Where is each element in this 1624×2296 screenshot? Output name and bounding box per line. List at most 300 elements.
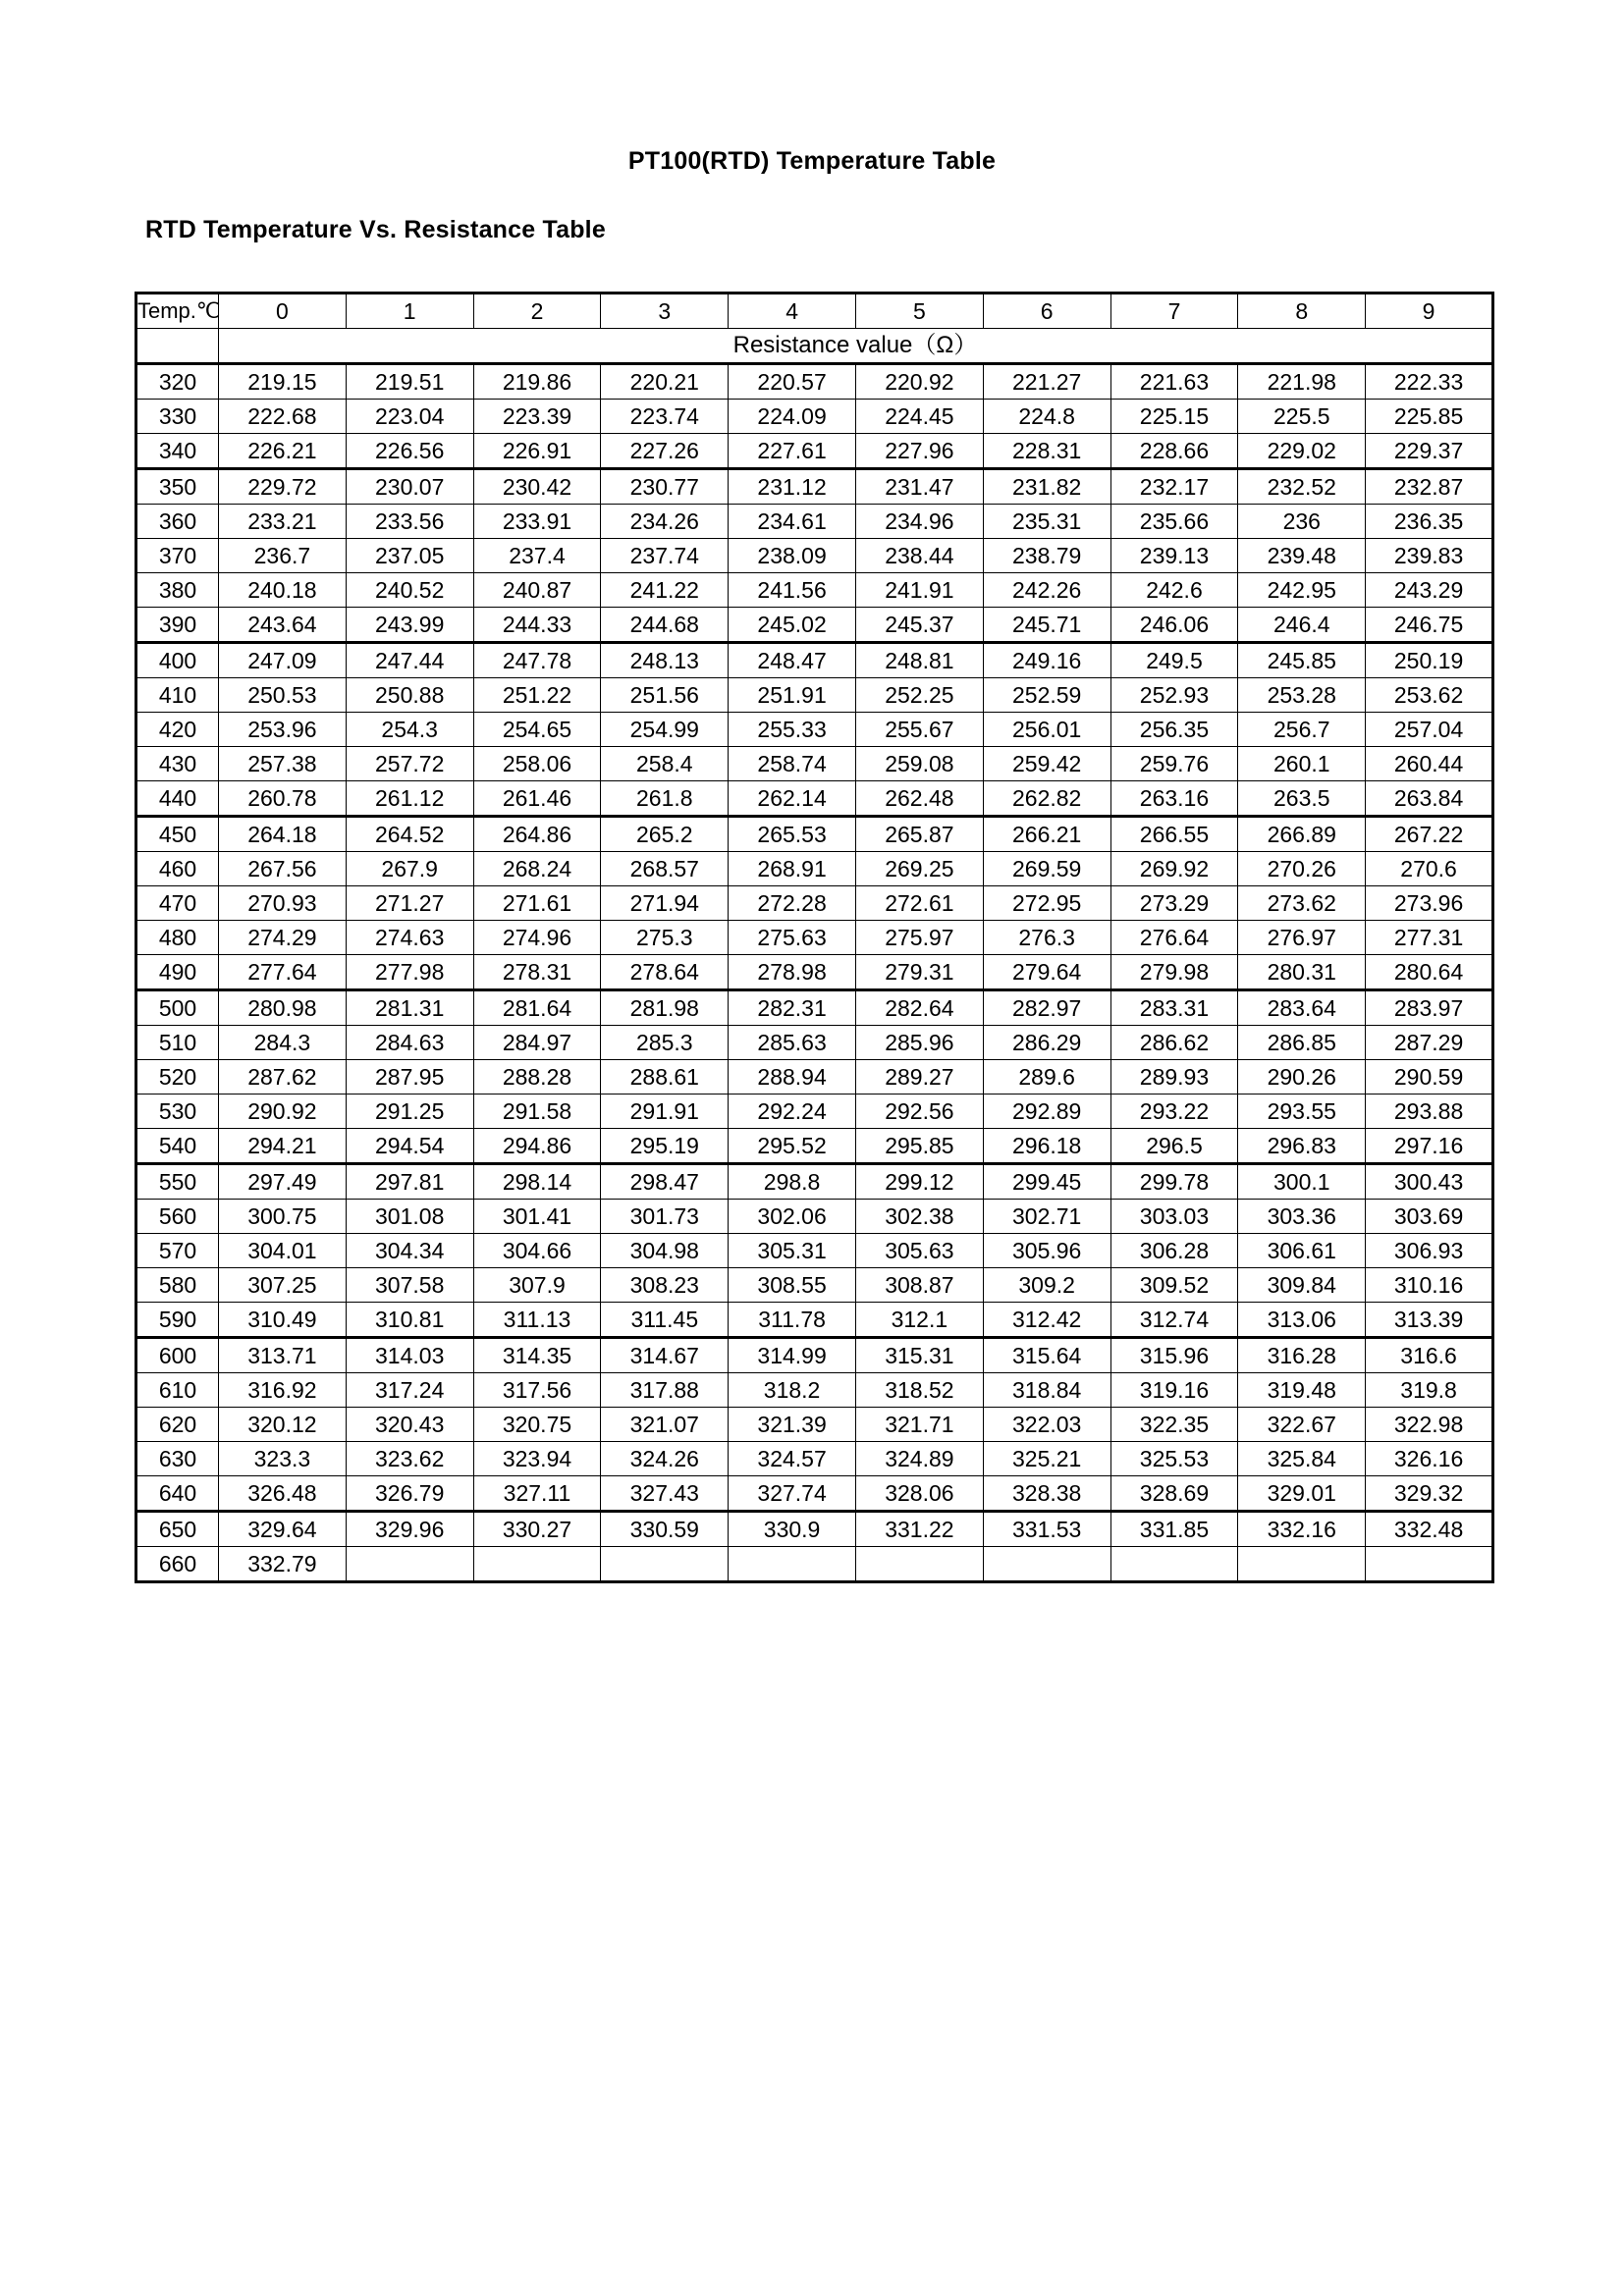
temperature-cell: 390 (136, 608, 219, 643)
resistance-cell: 312.74 (1110, 1303, 1238, 1338)
table-row (136, 1303, 1493, 1338)
resistance-cell: 261.8 (601, 781, 729, 817)
resistance-cell: 262.14 (729, 781, 856, 817)
temperature-cell: 590 (136, 1303, 219, 1338)
resistance-cell: 239.83 (1366, 539, 1493, 573)
resistance-cell: 269.25 (855, 852, 983, 886)
digit-column-header: 3 (601, 294, 729, 329)
resistance-cell: 260.78 (219, 781, 347, 817)
resistance-cell: 275.97 (855, 921, 983, 955)
resistance-cell: 330.59 (601, 1512, 729, 1547)
resistance-cell: 249.5 (1110, 643, 1238, 678)
resistance-cell: 268.24 (473, 852, 601, 886)
resistance-cell: 304.01 (219, 1234, 347, 1268)
resistance-cell: 287.62 (219, 1060, 347, 1095)
resistance-cell: 257.04 (1366, 713, 1493, 747)
temperature-cell: 580 (136, 1268, 219, 1303)
resistance-cell: 277.64 (219, 955, 347, 990)
resistance-cell: 319.16 (1110, 1373, 1238, 1408)
resistance-cell: 278.31 (473, 955, 601, 990)
resistance-cell: 300.1 (1238, 1164, 1366, 1200)
resistance-cell: 247.09 (219, 643, 347, 678)
resistance-cell: 241.22 (601, 573, 729, 608)
resistance-cell: 250.19 (1366, 643, 1493, 678)
resistance-cell: 329.32 (1366, 1476, 1493, 1512)
resistance-cell: 328.69 (1110, 1476, 1238, 1512)
resistance-cell: 279.31 (855, 955, 983, 990)
resistance-cell: 326.48 (219, 1476, 347, 1512)
temperature-cell: 420 (136, 713, 219, 747)
resistance-cell: 240.87 (473, 573, 601, 608)
resistance-cell: 309.84 (1238, 1268, 1366, 1303)
temperature-cell: 320 (136, 364, 219, 400)
resistance-cell: 302.71 (983, 1200, 1110, 1234)
digit-column-header: 9 (1366, 294, 1493, 329)
resistance-cell: 303.36 (1238, 1200, 1366, 1234)
resistance-cell: 288.61 (601, 1060, 729, 1095)
resistance-cell: 301.08 (346, 1200, 473, 1234)
resistance-cell: 252.25 (855, 678, 983, 713)
resistance-cell: 245.71 (983, 608, 1110, 643)
resistance-cell: 307.9 (473, 1268, 601, 1303)
resistance-cell: 238.44 (855, 539, 983, 573)
resistance-cell (1238, 1547, 1366, 1582)
resistance-cell: 219.15 (219, 364, 347, 400)
resistance-cell: 319.8 (1366, 1373, 1493, 1408)
temperature-cell: 610 (136, 1373, 219, 1408)
temperature-cell: 630 (136, 1442, 219, 1476)
table-row (136, 1060, 1493, 1095)
digit-column-header: 1 (346, 294, 473, 329)
resistance-cell: 304.98 (601, 1234, 729, 1268)
resistance-cell: 294.21 (219, 1129, 347, 1164)
resistance-cell: 309.52 (1110, 1268, 1238, 1303)
resistance-cell: 332.79 (219, 1547, 347, 1582)
resistance-cell: 282.31 (729, 990, 856, 1026)
resistance-cell: 246.4 (1238, 608, 1366, 643)
resistance-cell: 264.86 (473, 817, 601, 852)
resistance-cell: 330.27 (473, 1512, 601, 1547)
table-row (136, 955, 1493, 990)
resistance-cell: 325.21 (983, 1442, 1110, 1476)
resistance-cell: 251.91 (729, 678, 856, 713)
resistance-cell: 273.29 (1110, 886, 1238, 921)
digit-column-header: 0 (219, 294, 347, 329)
resistance-cell: 272.61 (855, 886, 983, 921)
resistance-cell: 287.29 (1366, 1026, 1493, 1060)
resistance-cell: 264.52 (346, 817, 473, 852)
resistance-cell: 306.61 (1238, 1234, 1366, 1268)
table-row (136, 608, 1493, 643)
table-row (136, 990, 1493, 1026)
resistance-cell: 221.63 (1110, 364, 1238, 400)
resistance-cell: 262.82 (983, 781, 1110, 817)
resistance-cell: 326.16 (1366, 1442, 1493, 1476)
resistance-cell: 290.92 (219, 1095, 347, 1129)
resistance-cell: 327.11 (473, 1476, 601, 1512)
table-row (136, 713, 1493, 747)
resistance-cell: 295.85 (855, 1129, 983, 1164)
resistance-cell: 318.2 (729, 1373, 856, 1408)
resistance-cell: 260.44 (1366, 747, 1493, 781)
resistance-cell: 306.93 (1366, 1234, 1493, 1268)
resistance-cell: 305.31 (729, 1234, 856, 1268)
resistance-cell: 300.43 (1366, 1164, 1493, 1200)
resistance-cell: 265.2 (601, 817, 729, 852)
resistance-cell: 271.94 (601, 886, 729, 921)
resistance-cell: 263.16 (1110, 781, 1238, 817)
resistance-cell: 266.55 (1110, 817, 1238, 852)
page-title: PT100(RTD) Temperature Table (627, 147, 997, 175)
resistance-cell: 275.3 (601, 921, 729, 955)
resistance-cell: 225.15 (1110, 400, 1238, 434)
resistance-cell: 286.85 (1238, 1026, 1366, 1060)
resistance-cell: 286.62 (1110, 1026, 1238, 1060)
table-header-row (136, 294, 1493, 329)
resistance-cell: 314.35 (473, 1338, 601, 1373)
resistance-cell: 263.5 (1238, 781, 1366, 817)
resistance-cell: 230.07 (346, 469, 473, 505)
resistance-cell: 332.48 (1366, 1512, 1493, 1547)
resistance-cell: 296.18 (983, 1129, 1110, 1164)
resistance-cell: 302.06 (729, 1200, 856, 1234)
resistance-cell: 244.33 (473, 608, 601, 643)
resistance-cell: 280.98 (219, 990, 347, 1026)
digit-column-header: 5 (855, 294, 983, 329)
resistance-cell: 274.29 (219, 921, 347, 955)
resistance-cell: 316.92 (219, 1373, 347, 1408)
temperature-cell: 520 (136, 1060, 219, 1095)
resistance-cell: 228.66 (1110, 434, 1238, 469)
resistance-cell: 237.4 (473, 539, 601, 573)
resistance-cell: 263.84 (1366, 781, 1493, 817)
resistance-cell: 313.06 (1238, 1303, 1366, 1338)
resistance-cell: 289.27 (855, 1060, 983, 1095)
table-row (136, 1547, 1493, 1582)
resistance-cell: 231.47 (855, 469, 983, 505)
temperature-cell: 650 (136, 1512, 219, 1547)
resistance-cell: 226.56 (346, 434, 473, 469)
resistance-cell: 326.79 (346, 1476, 473, 1512)
resistance-cell: 240.18 (219, 573, 347, 608)
resistance-cell: 243.99 (346, 608, 473, 643)
resistance-cell: 248.47 (729, 643, 856, 678)
resistance-cell: 236.7 (219, 539, 347, 573)
resistance-cell: 328.06 (855, 1476, 983, 1512)
resistance-cell: 279.98 (1110, 955, 1238, 990)
resistance-cell: 266.21 (983, 817, 1110, 852)
resistance-cell: 267.56 (219, 852, 347, 886)
resistance-cell: 284.63 (346, 1026, 473, 1060)
resistance-cell: 331.53 (983, 1512, 1110, 1547)
table-row (136, 1026, 1493, 1060)
resistance-cell: 295.19 (601, 1129, 729, 1164)
table-row (136, 1442, 1493, 1476)
resistance-cell: 283.64 (1238, 990, 1366, 1026)
resistance-cell: 321.71 (855, 1408, 983, 1442)
resistance-cell: 241.56 (729, 573, 856, 608)
table-row (136, 400, 1493, 434)
resistance-cell: 270.26 (1238, 852, 1366, 886)
resistance-cell: 289.93 (1110, 1060, 1238, 1095)
temperature-cell: 380 (136, 573, 219, 608)
resistance-cell: 219.86 (473, 364, 601, 400)
resistance-cell: 322.67 (1238, 1408, 1366, 1442)
resistance-cell: 257.72 (346, 747, 473, 781)
resistance-cell: 274.96 (473, 921, 601, 955)
resistance-cell: 316.6 (1366, 1338, 1493, 1373)
resistance-cell: 245.37 (855, 608, 983, 643)
resistance-cell: 317.24 (346, 1373, 473, 1408)
resistance-cell: 298.47 (601, 1164, 729, 1200)
table-row (136, 469, 1493, 505)
resistance-cell: 281.98 (601, 990, 729, 1026)
resistance-cell: 243.64 (219, 608, 347, 643)
resistance-cell: 229.02 (1238, 434, 1366, 469)
temperature-cell: 450 (136, 817, 219, 852)
resistance-cell: 323.62 (346, 1442, 473, 1476)
resistance-cell: 244.68 (601, 608, 729, 643)
resistance-cell: 307.25 (219, 1268, 347, 1303)
resistance-cell: 319.48 (1238, 1373, 1366, 1408)
resistance-cell: 222.33 (1366, 364, 1493, 400)
temperature-cell: 400 (136, 643, 219, 678)
resistance-cell: 225.85 (1366, 400, 1493, 434)
resistance-cell: 322.98 (1366, 1408, 1493, 1442)
resistance-cell: 242.26 (983, 573, 1110, 608)
resistance-cell: 276.64 (1110, 921, 1238, 955)
resistance-cell: 329.64 (219, 1512, 347, 1547)
rtd-resistance-table (135, 292, 1494, 1583)
resistance-cell: 284.97 (473, 1026, 601, 1060)
resistance-cell: 272.95 (983, 886, 1110, 921)
resistance-cell: 321.39 (729, 1408, 856, 1442)
table-row (136, 364, 1493, 400)
resistance-cell: 220.57 (729, 364, 856, 400)
resistance-cell: 242.6 (1110, 573, 1238, 608)
resistance-cell: 291.91 (601, 1095, 729, 1129)
table-row (136, 781, 1493, 817)
resistance-cell (346, 1547, 473, 1582)
resistance-cell: 270.93 (219, 886, 347, 921)
resistance-cell: 274.63 (346, 921, 473, 955)
temperature-cell: 360 (136, 505, 219, 539)
resistance-cell: 297.49 (219, 1164, 347, 1200)
resistance-cell: 252.59 (983, 678, 1110, 713)
resistance-cell: 332.16 (1238, 1512, 1366, 1547)
resistance-cell: 249.16 (983, 643, 1110, 678)
resistance-cell: 300.75 (219, 1200, 347, 1234)
resistance-cell: 259.76 (1110, 747, 1238, 781)
resistance-cell: 314.67 (601, 1338, 729, 1373)
resistance-cell: 324.26 (601, 1442, 729, 1476)
resistance-cell: 317.88 (601, 1373, 729, 1408)
table-body (136, 294, 1493, 1582)
resistance-cell: 236.35 (1366, 505, 1493, 539)
resistance-unit-row (136, 329, 1493, 364)
resistance-cell: 331.22 (855, 1512, 983, 1547)
resistance-cell: 316.28 (1238, 1338, 1366, 1373)
resistance-cell: 292.89 (983, 1095, 1110, 1129)
resistance-cell: 285.3 (601, 1026, 729, 1060)
resistance-cell: 311.45 (601, 1303, 729, 1338)
resistance-cell: 235.66 (1110, 505, 1238, 539)
resistance-cell: 294.86 (473, 1129, 601, 1164)
temperature-cell: 570 (136, 1234, 219, 1268)
resistance-cell: 243.29 (1366, 573, 1493, 608)
resistance-cell (983, 1547, 1110, 1582)
resistance-cell: 313.71 (219, 1338, 347, 1373)
resistance-cell: 294.54 (346, 1129, 473, 1164)
resistance-cell: 286.29 (983, 1026, 1110, 1060)
resistance-cell: 246.06 (1110, 608, 1238, 643)
resistance-cell: 227.61 (729, 434, 856, 469)
resistance-cell: 299.45 (983, 1164, 1110, 1200)
resistance-cell: 329.01 (1238, 1476, 1366, 1512)
resistance-cell: 247.78 (473, 643, 601, 678)
resistance-cell: 273.96 (1366, 886, 1493, 921)
digit-column-header: 7 (1110, 294, 1238, 329)
resistance-cell: 248.81 (855, 643, 983, 678)
resistance-cell: 320.75 (473, 1408, 601, 1442)
resistance-cell: 320.43 (346, 1408, 473, 1442)
resistance-value-header: Resistance value（Ω） (219, 329, 1493, 364)
temperature-cell: 660 (136, 1547, 219, 1582)
resistance-cell: 327.74 (729, 1476, 856, 1512)
resistance-cell: 314.99 (729, 1338, 856, 1373)
resistance-cell: 230.77 (601, 469, 729, 505)
resistance-cell: 292.56 (855, 1095, 983, 1129)
resistance-cell: 296.5 (1110, 1129, 1238, 1164)
digit-column-header: 6 (983, 294, 1110, 329)
table-row (136, 1095, 1493, 1129)
resistance-cell: 304.34 (346, 1234, 473, 1268)
table-row (136, 643, 1493, 678)
table-row (136, 678, 1493, 713)
resistance-cell: 226.21 (219, 434, 347, 469)
resistance-cell: 248.13 (601, 643, 729, 678)
table-row (136, 539, 1493, 573)
resistance-cell: 293.55 (1238, 1095, 1366, 1129)
resistance-cell: 265.53 (729, 817, 856, 852)
resistance-cell: 323.94 (473, 1442, 601, 1476)
resistance-cell: 220.92 (855, 364, 983, 400)
resistance-cell: 231.82 (983, 469, 1110, 505)
resistance-cell: 268.91 (729, 852, 856, 886)
resistance-cell: 302.38 (855, 1200, 983, 1234)
resistance-cell: 240.52 (346, 573, 473, 608)
resistance-cell: 269.59 (983, 852, 1110, 886)
resistance-cell: 283.31 (1110, 990, 1238, 1026)
resistance-cell: 304.66 (473, 1234, 601, 1268)
resistance-cell: 303.69 (1366, 1200, 1493, 1234)
temperature-cell: 620 (136, 1408, 219, 1442)
resistance-cell: 221.98 (1238, 364, 1366, 400)
resistance-cell: 290.59 (1366, 1060, 1493, 1095)
resistance-cell: 247.44 (346, 643, 473, 678)
resistance-cell: 288.28 (473, 1060, 601, 1095)
table-row (136, 921, 1493, 955)
resistance-cell: 260.1 (1238, 747, 1366, 781)
resistance-cell: 277.98 (346, 955, 473, 990)
resistance-cell: 255.67 (855, 713, 983, 747)
table-row (136, 434, 1493, 469)
resistance-cell: 287.95 (346, 1060, 473, 1095)
resistance-cell: 257.38 (219, 747, 347, 781)
resistance-cell: 325.53 (1110, 1442, 1238, 1476)
resistance-cell: 323.3 (219, 1442, 347, 1476)
resistance-cell: 305.96 (983, 1234, 1110, 1268)
resistance-cell: 259.08 (855, 747, 983, 781)
resistance-cell: 246.75 (1366, 608, 1493, 643)
resistance-cell: 318.52 (855, 1373, 983, 1408)
resistance-cell: 285.96 (855, 1026, 983, 1060)
resistance-cell: 230.42 (473, 469, 601, 505)
resistance-cell (855, 1547, 983, 1582)
resistance-cell: 313.39 (1366, 1303, 1493, 1338)
temperature-cell: 430 (136, 747, 219, 781)
resistance-cell: 272.28 (729, 886, 856, 921)
resistance-cell: 293.88 (1366, 1095, 1493, 1129)
resistance-cell: 298.8 (729, 1164, 856, 1200)
resistance-cell: 258.74 (729, 747, 856, 781)
table-row (136, 1476, 1493, 1512)
table-row (136, 1512, 1493, 1547)
resistance-cell: 317.56 (473, 1373, 601, 1408)
table-row (136, 1234, 1493, 1268)
resistance-cell: 234.26 (601, 505, 729, 539)
temperature-cell: 550 (136, 1164, 219, 1200)
section-heading: RTD Temperature Vs. Resistance Table (145, 216, 606, 243)
resistance-cell: 233.91 (473, 505, 601, 539)
resistance-cell: 228.31 (983, 434, 1110, 469)
resistance-cell: 229.72 (219, 469, 347, 505)
table-row (136, 1373, 1493, 1408)
resistance-cell (601, 1547, 729, 1582)
resistance-cell: 310.16 (1366, 1268, 1493, 1303)
temperature-cell: 340 (136, 434, 219, 469)
resistance-cell: 254.99 (601, 713, 729, 747)
resistance-cell: 250.53 (219, 678, 347, 713)
resistance-cell: 285.63 (729, 1026, 856, 1060)
resistance-cell: 254.65 (473, 713, 601, 747)
resistance-cell: 223.74 (601, 400, 729, 434)
resistance-cell: 291.58 (473, 1095, 601, 1129)
resistance-cell: 227.96 (855, 434, 983, 469)
resistance-cell: 273.62 (1238, 886, 1366, 921)
resistance-cell: 299.78 (1110, 1164, 1238, 1200)
resistance-cell: 301.41 (473, 1200, 601, 1234)
resistance-cell: 281.31 (346, 990, 473, 1026)
resistance-cell: 255.33 (729, 713, 856, 747)
resistance-cell: 232.17 (1110, 469, 1238, 505)
digit-column-header: 4 (729, 294, 856, 329)
resistance-cell: 282.97 (983, 990, 1110, 1026)
resistance-cell: 242.95 (1238, 573, 1366, 608)
resistance-cell: 231.12 (729, 469, 856, 505)
resistance-cell: 223.39 (473, 400, 601, 434)
resistance-cell: 220.21 (601, 364, 729, 400)
temperature-column-spacer (136, 329, 219, 364)
resistance-cell: 306.28 (1110, 1234, 1238, 1268)
resistance-cell: 232.52 (1238, 469, 1366, 505)
resistance-cell: 251.56 (601, 678, 729, 713)
digit-column-header: 8 (1238, 294, 1366, 329)
resistance-cell: 297.81 (346, 1164, 473, 1200)
resistance-cell: 269.92 (1110, 852, 1238, 886)
resistance-cell: 327.43 (601, 1476, 729, 1512)
resistance-cell: 321.07 (601, 1408, 729, 1442)
